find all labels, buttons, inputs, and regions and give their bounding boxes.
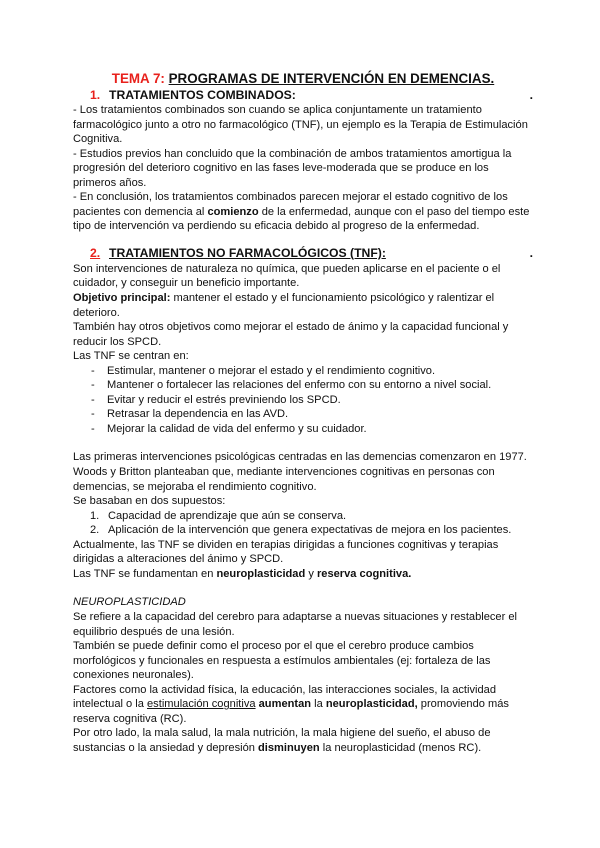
section-dot: . (529, 245, 533, 260)
list-item: - Mantener o fortalecer las relaciones del enfermo con su entorno a nivel social. (73, 378, 533, 393)
paragraph: Se basaban en dos supuestos: (73, 495, 226, 508)
assumptions-list (73, 509, 533, 538)
list-item: - Estimular, mantener o mejorar el estado y el rendimiento cognitivo. (73, 364, 533, 379)
section-dot: . (529, 88, 533, 102)
section-number: 2. (90, 245, 101, 260)
title-main: PROGRAMAS DE INTERVENCIÓN EN DEMENCIAS. (168, 71, 495, 86)
list-item: 2. Aplicación de la intervención que genera expectativas de mejora en los pacientes. (90, 524, 512, 537)
paragraph: Se refiere a la capacidad del cerebro para adaptarse a nuevas situaciones y restablecer el equilibrio después de una lesión. (73, 610, 518, 638)
paragraph: También hay otros objetivos como mejorar el estado de ánimo y la capacidad funcional y reducir los SPCD. (73, 321, 509, 348)
page-title (73, 70, 533, 87)
paragraph: Son intervenciones de naturaleza no química, que pueden aplicarse en el paciente o el cuidador, y conseguir un beneficio importante. (73, 262, 501, 290)
focus-list (73, 364, 533, 437)
section-title: TRATAMIENTOS NO FARMACOLÓGICOS (TNF): (109, 245, 386, 260)
paragraph: Por otro lado, la mala salud, la mala nutrición, la mala higiene del sueño, el abuso de sustancias o la ansiedad y depresión disminuyen la neuroplasticidad (menos RC). (73, 727, 491, 754)
document-page (73, 70, 533, 755)
title-prefix: TEMA 7: (111, 71, 165, 86)
section-heading-1 (73, 88, 533, 103)
paragraph: Las TNF se centran en: (73, 350, 189, 363)
list-item: 1. Capacidad de aprendizaje que aún se conserva. (90, 509, 347, 522)
paragraph: Las TNF se fundamentan en neuroplasticidad y reserva cognitiva. (73, 567, 412, 580)
section-title: TRATAMIENTOS COMBINADOS: (109, 88, 296, 102)
list-item: - Retrasar la dependencia en las AVD. (73, 407, 533, 422)
subsection-title: NEUROPLASTICIDAD (73, 596, 186, 609)
section-number: 1. (90, 88, 101, 102)
paragraph: - Los tratamientos combinados son cuando se aplica conjuntamente un tratamiento farmacológico junto a otro no farmacológico (TNF), un ejemplo es la Terapia de Estimulación Cognitiva. (73, 104, 528, 146)
paragraph: Actualmente, las TNF se dividen en terapias dirigidas a funciones cognitivas y terapias dirigidas a alteraciones del ánimo y SPCD. (73, 538, 499, 566)
paragraph: Las primeras intervenciones psicológicas centradas en las demencias comenzaron en 1977. Woods y Britton planteaban que, mediante intervenciones cognitivas en personas con demencias, se mejoraba el rendimiento cognitivo. (73, 451, 527, 493)
paragraph: También se puede definir como el proceso por el que el cerebro produce cambios morfológicos y funcionales en respuesta a estímulos ambientales (ej: fortaleza de las conexiones neuronales). (73, 640, 491, 682)
paragraph: - En conclusión, los tratamientos combinados parecen mejorar el estado cognitivo de los pacientes con demencia al comienzo de la enfermedad, aunque con el paso del tiempo este tipo de intervención va perdiendo su eficacia debido al progreso de la enfermedad. (73, 191, 530, 233)
paragraph: Factores como la actividad física, la educación, las interacciones sociales, la actividad intelectual o la estimulación cognitiva aumentan la neuroplasticidad, promoviendo más reserva cognitiva (RC). (73, 683, 509, 725)
paragraph: - Estudios previos han concluido que la combinación de ambos tratamientos amortigua la progresión del deterioro cognitivo en las fases leve-moderada que se produce en los primeros años. (73, 147, 512, 189)
list-item: - Mejorar la calidad de vida del enfermo y su cuidador. (73, 422, 533, 437)
section-heading-2 (73, 246, 533, 261)
paragraph: Objetivo principal: mantener el estado y el funcionamiento psicológico y ralentizar el deterioro. (73, 292, 495, 319)
list-item: - Evitar y reducir el estrés previniendo los SPCD. (73, 393, 533, 408)
